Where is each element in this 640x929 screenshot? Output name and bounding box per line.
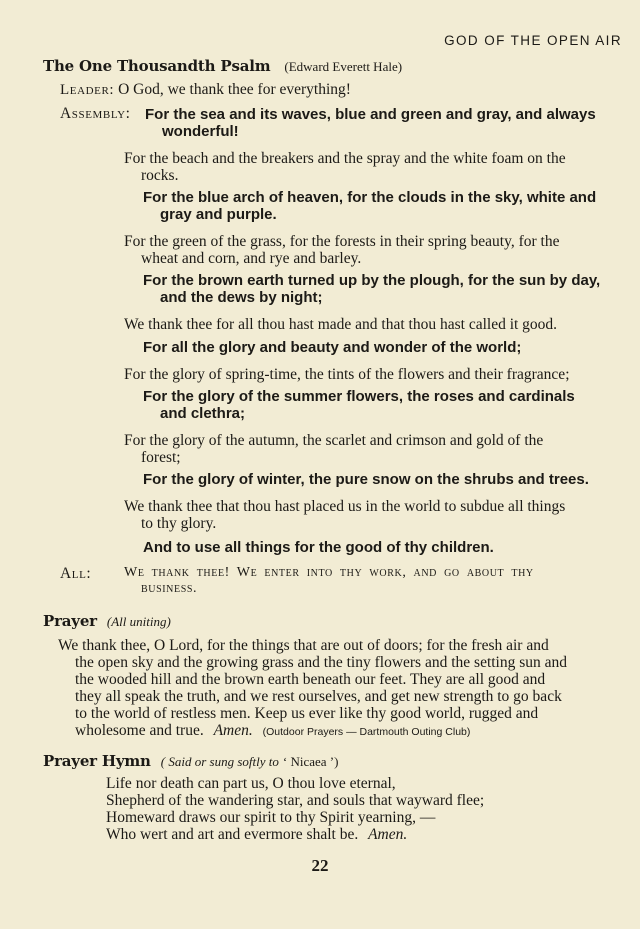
hymn-last-line-block [106,826,407,843]
hymn-line: Life nor death can part us, O thou love eternal, [106,775,396,792]
verse-line: We thank thee for all thou hast made and that thou hast called it good. [124,316,558,333]
hymn-title: Prayer Hymn [43,752,151,770]
assembly-line-1: For the sea and its waves, blue and green and gray, and always [145,106,596,123]
page-number: 22 [311,856,329,875]
hymn-amen: Amen. [368,826,408,843]
verse-line: to thy glory. [141,515,217,532]
all-label: All: [60,565,92,582]
verse-line: For the beach and the breakers and the spray and the white foam on the [124,150,566,167]
verse-line: For the glory of the autumn, the scarlet and crimson and gold of the [124,432,544,449]
hymn-tune: ‘ Nicaea ’) [282,754,339,769]
prayer-note: (All uniting) [106,614,171,629]
response-line: and clethra; [160,405,246,422]
verse-line: For the glory of spring-time, the tints of the flowers and their fragrance; [124,366,570,383]
prayer-line: to the world of restless men. Keep us ever like thy good world, rugged and [75,705,539,722]
response-line: For the brown earth turned up by the plough, for the sun by day, [143,272,601,289]
verse-line: wheat and corn, and rye and barley. [141,250,362,267]
response-line: For the glory of winter, the pure snow on the shrubs and trees. [143,471,589,488]
verse-line: rocks. [141,167,179,184]
assembly-line-2: wonderful! [162,123,239,140]
response-line: For the blue arch of heaven, for the clouds in the sky, white and [143,189,597,206]
psalm-title: The One Thousandth Psalm [43,57,271,75]
prayer-line: they all speak the truth, and we rest ourselves, and get new strength to go back [75,688,562,705]
hymn-note: ( Said or sung softly to [160,754,279,769]
hymn-heading [43,752,338,771]
assembly-label: Assembly: [60,105,131,122]
verse-line: We thank thee that thou hast placed us in the world to subdue all things [124,498,566,515]
prayer-last-line-block [75,722,470,741]
response-line: For all the glory and beauty and wonder of the world; [143,339,522,356]
leader-line: O God, we thank thee for everything! [118,81,351,98]
prayer-line: We thank thee, O Lord, for the things that are out of doors; for the fresh air and [58,637,549,654]
prayer-last-line: wholesome and true. [75,722,204,739]
hymn-line: Shepherd of the wandering star, and souls that wayward flee; [106,792,485,809]
leader-label: Leader: [60,82,115,98]
hymn-line: Homeward draws our spirit to thy Spirit yearning, — [106,809,436,826]
prayer-title: Prayer [43,612,97,630]
hymn-last-line: Who wert and art and evermore shalt be. [106,826,359,843]
all-line-2: business. [141,581,198,596]
prayer-heading [43,612,171,631]
all-line-1: We thank thee! We enter into thy work, and go about thy [124,565,534,580]
response-line: For the glory of the summer flowers, the roses and cardinals [143,388,575,405]
prayer-line: the open sky and the growing grass and the tiny flowers and the setting sun and [75,654,568,671]
verse-line: forest; [141,449,181,466]
psalm-author: (Edward Everett Hale) [284,59,403,74]
prayer-amen: Amen. [213,722,253,739]
prayer-line: the wooded hill and the brown earth beneath our feet. They are all good and [75,671,546,688]
running-head: GOD OF THE OPEN AIR [444,33,622,48]
verse-line: For the green of the grass, for the forests in their spring beauty, for the [124,233,560,250]
psalm-heading [43,57,402,76]
response-line: gray and purple. [160,206,277,223]
prayer-attribution: (Outdoor Prayers — Dartmouth Outing Club) [262,726,471,738]
response-line: And to use all things for the good of thy children. [143,539,494,556]
leader-line-block [60,80,351,100]
response-line: and the dews by night; [160,289,323,306]
